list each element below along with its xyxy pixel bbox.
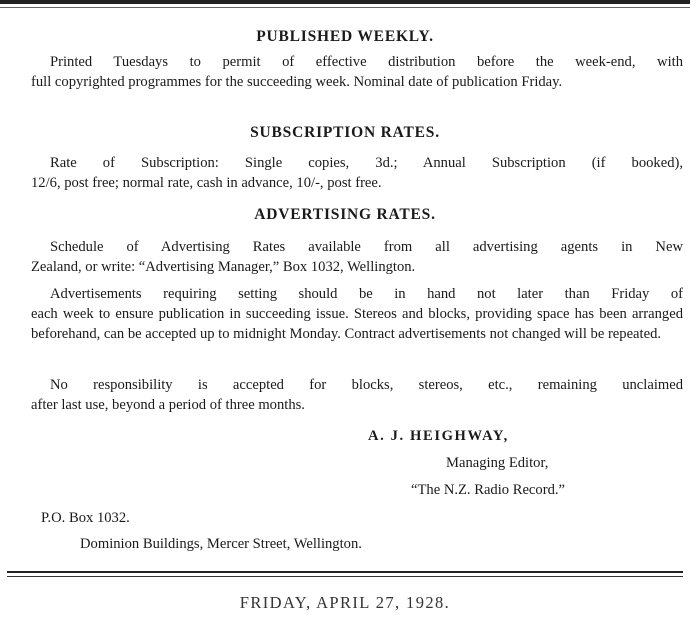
bottom-rule-thick [7,571,683,573]
subscription-paragraph [31,153,683,193]
subscription-line-1: Rate of Subscription: Single copies, 3d.; Annual Subscription (if booked), [50,155,683,171]
published-line-1: Printed Tuesdays to permit of effective distribution before the week-end, with [50,54,683,70]
bottom-rule-thin [7,576,683,577]
advertising-p1-line-1: Schedule of Advertising Rates available from all advertising agents in New [50,239,683,255]
advertising-paragraph-2 [31,284,683,344]
advertising-p2-line-2: each week to ensure publication in succeeding issue. Stereos and blocks, providing space has been arranged beforehand, can be accepted up to midnight Monday. Contract advertisements not changed will be repeated. [31,306,683,342]
published-line-2: full copyrighted programmes for the succeeding week. Nominal date of publication Friday. [31,74,563,90]
top-rule [0,0,690,4]
advertising-p3-line-1: No responsibility is accepted for blocks, stereos, etc., remaining unclaimed [50,377,683,393]
advertising-paragraph-1 [31,237,683,277]
issue-date: FRIDAY, APRIL 27, 1928. [239,593,451,612]
subscription-heading: SUBSCRIPTION RATES. [250,124,440,141]
editor-name: A. J. HEIGHWAY, [368,428,509,444]
advertising-p2-line-1: Advertisements requiring setting should be in hand not later than Friday of [50,286,683,302]
published-paragraph [31,52,683,92]
street-address: Dominion Buildings, Mercer Street, Wellington. [80,536,362,552]
top-rule-thin [0,7,690,8]
advertising-heading: ADVERTISING RATES. [254,206,436,223]
advertising-p3-line-2: after last use, beyond a period of three months. [31,397,305,413]
po-box: P.O. Box 1032. [41,510,130,526]
editor-title: Managing Editor, [446,455,549,471]
publication-name: “The N.Z. Radio Record.” [411,482,565,498]
published-heading: PUBLISHED WEEKLY. [256,28,434,45]
advertising-p1-line-2: Zealand, or write: “Advertising Manager,” Box 1032, Wellington. [31,259,416,275]
subscription-line-2: 12/6, post free; normal rate, cash in advance, 10/-, post free. [31,175,382,191]
advertising-paragraph-3 [31,375,683,415]
